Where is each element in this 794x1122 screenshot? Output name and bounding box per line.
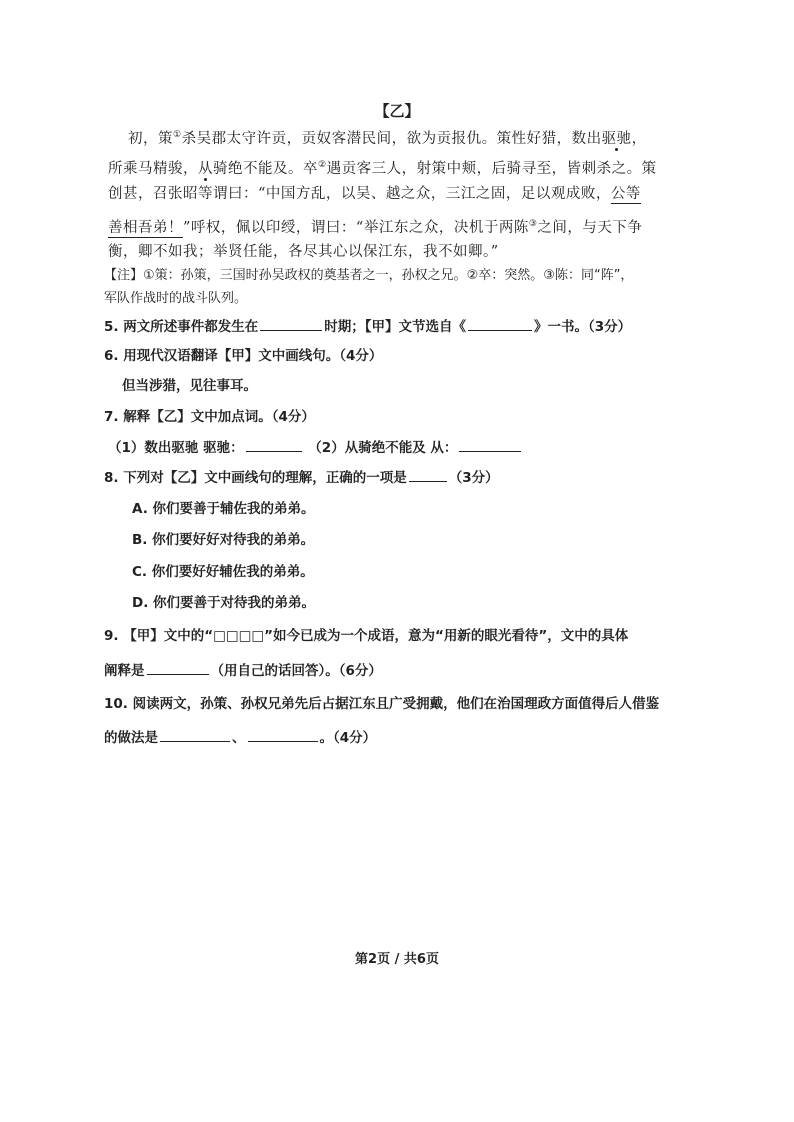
passage-text: 骑绝不能及。卒 [213, 160, 318, 177]
option-a[interactable]: A. 你们要善于辅佐我的弟弟。 [132, 501, 315, 517]
answer-blank[interactable] [459, 437, 521, 452]
question-text: （2）从骑绝不能及 从： [308, 440, 458, 456]
question-5 [104, 316, 631, 337]
page-number: 第2页 / 共6页 [355, 952, 439, 967]
question-9-line-2 [104, 660, 382, 681]
annotation-line-1: 【注】①策：孙策，三国时孙吴政权的奠基者之一，孙权之兄。②卒：突然。③陈：同“阵”， [104, 268, 634, 283]
passage-text: 杀吴郡太守许贡，贡奴客潜民间，欲为贡报仇。策性好猎，数出 [181, 130, 602, 147]
answer-blank[interactable] [147, 660, 209, 675]
answer-blank[interactable] [248, 727, 318, 742]
question-text: 》一书。（3分） [533, 319, 632, 335]
option-c[interactable]: C. 你们要好好辅佐我的弟弟。 [132, 564, 314, 580]
question-text: 8. 下列对【乙】文中画线句的理解，正确的一项是 [104, 470, 407, 486]
passage-text: ”呼权，佩以印绶，谓曰：“举江东之众，决机于两陈 [183, 219, 529, 236]
passage-line-4 [108, 214, 642, 238]
question-text: 。（4分） [319, 730, 377, 746]
question-text: （3分） [448, 470, 499, 486]
dotted-word: 驱驰 [601, 130, 632, 147]
question-text: 阐释是 [104, 663, 145, 679]
question-9: 9. 【甲】文中的“□□□□”如今已成为一个成语，意为“用新的眼光看待”，文中的具体 [104, 628, 629, 644]
answer-blank[interactable] [246, 437, 302, 452]
question-6-sentence: 但当涉猎，见往事耳。 [122, 378, 257, 394]
question-10-line-2 [104, 727, 376, 748]
passage-text: ， [631, 130, 647, 147]
passage-line-5: 衡，卿不如我；举贤任能，各尽其心以保江东，我不如卿。” [108, 244, 499, 260]
passage-text: 初，策 [128, 130, 173, 147]
question-text: 5. 两文所述事件都发生在 [104, 319, 259, 335]
footnote-marker: ① [173, 130, 182, 140]
question-text: 、 [232, 730, 246, 746]
question-7: 7. 解释【乙】文中加点词。（4分） [104, 409, 315, 425]
passage-text: 遇贡客三人，射策中颊，后骑寻至，皆刺杀之。策 [326, 160, 657, 177]
passage-text: 之间，与天下争 [537, 219, 643, 236]
passage-line-1 [128, 125, 647, 149]
question-6: 6. 用现代汉语翻译【甲】文中画线句。（4分） [104, 348, 383, 364]
answer-blank[interactable] [160, 727, 230, 742]
footnote-marker: ③ [528, 219, 538, 229]
annotation-line-2: 军队作战时的战斗队列。 [104, 291, 248, 306]
question-text: 时期；【甲】文节选自《 [324, 319, 466, 335]
question-text: （1）数出驱驰 驱驰： [108, 440, 244, 456]
underlined-sentence: 善相吾弟！ [108, 219, 183, 236]
passage-line-2 [108, 155, 657, 179]
question-10: 10. 阅读两文，孙策、孙权兄弟先后占据江东且广受拥戴，他们在治国理政方面值得后人借鉴 [104, 696, 660, 712]
answer-blank[interactable] [409, 467, 447, 482]
passage-text: 所乘马精骏， [108, 160, 198, 177]
question-text: （用自己的话回答）。（6分） [210, 663, 382, 679]
passage-heading: 【乙】 [374, 102, 420, 120]
underlined-sentence: 公等 [610, 186, 641, 202]
answer-blank[interactable] [468, 316, 532, 331]
option-b[interactable]: B. 你们要好好对待我的弟弟。 [132, 532, 315, 548]
option-d[interactable]: D. 你们要善于对待我的弟弟。 [132, 595, 316, 611]
passage-text: 创甚，召张昭等谓曰：“中国方乱，以吴、越之众，三江之固，足以观成败， [108, 186, 611, 202]
passage-line-3 [108, 184, 641, 204]
answer-blank[interactable] [260, 316, 322, 331]
question-8 [104, 467, 499, 488]
footnote-marker: ② [318, 160, 327, 170]
question-7-subitems [108, 437, 523, 458]
question-text: 的做法是 [104, 730, 158, 746]
dotted-word: 从 [198, 160, 213, 177]
